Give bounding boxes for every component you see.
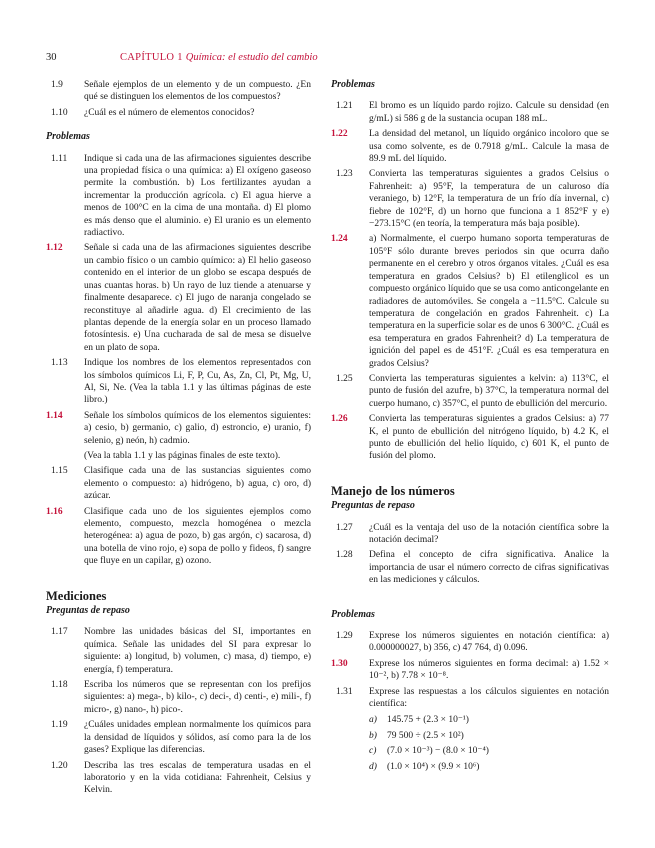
problem-text: Clasifique cada una de las sustancias siguientes como elemento o compuesto: a) hidrógeno, b) agua, c) oro, d) azúcar. bbox=[84, 466, 311, 502]
problem-1-18: 1.18 Escriba los números que se representan con los prefijos siguientes: a) mega-, b) kilo-, c) deci-, d) centi-, e) mili-, f) micro-, g) nano-, h) pico-. bbox=[51, 680, 311, 715]
problem-1-25: 1.25 Convierta las temperaturas siguientes a kelvin: a) 113°C, el punto de fusión del azufre, b) 37°C, la temperatura normal del cuerpo humano, c) 357°C, el punto de ebullición del mercurio. bbox=[336, 373, 609, 409]
page-number: 30 bbox=[46, 52, 57, 63]
problem-1-28: 1.28 Defina el concepto de cifra significativa. Analice la importancia de usar el número correcto de cifras significativas en las mediciones y cálculos. bbox=[336, 550, 609, 586]
problem-text: Señale ejemplos de un elemento y de un compuesto. ¿En qué se distinguen los elementos de los compuestos? bbox=[84, 80, 311, 103]
problem-text: Nombre las unidades básicas del SI, importantes en química. Señale las unidades del SI para expresar lo siguiente: a) longitud, b) volumen, c) masa, d) tiempo, e) energía, f) temperatura. bbox=[84, 627, 311, 675]
chapter-label: CAPÍTULO 1 bbox=[120, 52, 183, 63]
calc-expression: 79 500 ÷ (2.5 × 10²) bbox=[387, 730, 464, 741]
problem-text: ¿Cuáles unidades emplean normalmente los químicos para la densidad de líquidos y sólidos, así como para la de los gases? Explique las diferencias. bbox=[84, 720, 311, 756]
problem-note: (Vea la tabla 1.1 y las páginas finales de este texto). bbox=[84, 450, 281, 461]
problem-1-16: 1.16 Clasifique cada uno de los siguientes ejemplos como elemento, compuesto, mezcla homogénea o mezcla heterogénea: a) agua de pozo, b) gas argón, c) sacarosa, d) una botella de vino rojo, e) sopa de pollo y fideos, f) sangre que fluye en un capilar, g) ozono. bbox=[46, 506, 311, 567]
problem-text: Convierta las temperaturas siguientes a grados Celsius o Fahrenheit: a) 95°F, la temperatura de un caluroso día veraniego, b) 12°F, la temperatura de un frío día invernal, c) fiebre de 102°F, d) un horno que funciona a 1 852°F y e) −273.15°C (en teoría, la temperatura más baja posible). bbox=[369, 169, 609, 230]
calc-d: d) (1.0 × 10⁴) × (9.9 × 10⁶) bbox=[369, 761, 480, 772]
section-heading-manejo: Manejo de los números bbox=[331, 483, 455, 498]
calc-c: c) (7.0 × 10⁻³) − (8.0 × 10⁻⁴) bbox=[369, 746, 489, 757]
problem-text: ¿Cuál es el número de elementos conocidos? bbox=[84, 107, 255, 118]
problem-1-17: 1.17 Nombre las unidades básicas del SI, importantes en química. Señale las unidades del SI para expresar lo siguiente: a) longitud, b) volumen, c) masa, d) tiempo, e) energía, f) temperatura. bbox=[51, 627, 311, 675]
problems-heading-2: Problemas bbox=[331, 608, 375, 620]
problem-text: Señale si cada una de las afirmaciones siguientes describe un cambio físico o un cambio químico: a) El helio gaseoso contenido en el interior de un globo se escapa después de unas cuantas horas. b) Un rayo de luz tiende a atenuarse y finalmente desaparece. c) El jugo de naranja congelado se reconstituye al añadirle agua. d) El crecimiento de las plantas depende de la energía solar en un proceso llamado fotosíntesis. e) Una cucharada de sal de mesa se disuelve en un plato de sopa. bbox=[84, 243, 311, 353]
section-heading-mediciones: Mediciones bbox=[46, 588, 107, 603]
problem-1-12: 1.12 Señale si cada una de las afirmaciones siguientes describe un cambio físico o un cambio químico: a) El helio gaseoso contenido en el interior de un globo se escapa después de unas cuantas horas. b) Un rayo de luz tiende a atenuarse y finalmente desaparece. c) El jugo de naranja congelado se reconstituye al añadirle agua. d) El crecimiento de las plantas depende de la energía solar en un proceso llamado fotosíntesis. e) Una cucharada de sal de mesa se disuelve en un plato de sopa. bbox=[46, 243, 311, 353]
problem-1-24: 1.24 a) Normalmente, el cuerpo humano soporta temperaturas de 105°F sólo durante breves periodos sin que ocurra daño permanente en el cerebro y otros órganos vitales. ¿Cuál es esa temperatura en grados Celsius? b) El etilenglicol es un compuesto orgánico líquido que se usa como anticongelante en radiadores de automóviles. Se congela a −11.5°C. Calcule su temperatura de congelación en grados Fahrenheit. c) La temperatura en la superficie solar es de unos 6 300°C. ¿Cuál es esa temperatura en grados Fahrenheit? d) La temperatura de ignición del papel es de 451°F. ¿Cuál es esa temperatura en grados Celsius? bbox=[331, 234, 609, 369]
calc-b: b) 79 500 ÷ (2.5 × 10²) bbox=[369, 730, 464, 741]
problem-text: Defina el concepto de cifra significativa. Analice la importancia de usar el número correcto de cifras significativas en las mediciones y cálculos. bbox=[369, 550, 609, 586]
problem-text: Convierta las temperaturas siguientes a grados Celsius: a) 77 K, el punto de ebullición del nitrógeno líquido, b) 4.2 K, el punto de ebullición del helio líquido, c) 601 K, el punto de fusión del plomo. bbox=[369, 414, 609, 462]
right-column bbox=[331, 79, 609, 775]
problem-text: Señale los símbolos químicos de los elementos siguientes: a) cesio, b) germanio, c) galio, d) estroncio, e) uranio, f) selenio, g) neón, h) cadmio. bbox=[84, 410, 311, 446]
review-questions-heading: Preguntas de repaso bbox=[331, 500, 415, 512]
problems-heading: Problemas bbox=[46, 131, 90, 143]
problem-1-29: 1.29 Exprese los números siguientes en notación científica: a) 0.000000027, b) 356, c) 47 764, d) 0.096. bbox=[336, 631, 609, 654]
problem-text: Escriba los números que se representan con los prefijos siguientes: a) mega-, b) kilo-, c) deci-, d) centi-, e) mili-, f) micro-, g) nano-, h) pico-. bbox=[84, 680, 311, 715]
problem-text: Describa las tres escalas de temperatura usadas en el laboratorio y en la vida cotidiana: Fahrenheit, Celsius y Kelvin. bbox=[84, 760, 311, 796]
calc-expression: (7.0 × 10⁻³) − (8.0 × 10⁻⁴) bbox=[387, 746, 489, 757]
problem-text: Indique si cada una de las afirmaciones siguientes describe una propiedad física o una química: a) El oxígeno gaseoso permite la combustión. b) Los fertilizantes ayudan a incrementar la producción agrícola. c) El agua hierve a menos de 100°C en la cima de una montaña. d) El plomo es más denso que el aluminio. e) El uranio es un elemento radiactivo. bbox=[84, 153, 311, 239]
problem-1-11: 1.11 Indique si cada una de las afirmaciones siguientes describe una propiedad física o una química: a) El oxígeno gaseoso permite la combustión. b) Los fertilizantes ayudan a incrementar la producción agrícola. c) El agua hierve a menos de 100°C en la cima de una montaña. d) El plomo es más denso que el aluminio. e) El uranio es un elemento radiactivo. bbox=[51, 153, 311, 239]
calc-expression: (1.0 × 10⁴) × (9.9 × 10⁶) bbox=[387, 761, 480, 772]
problem-text: La densidad del metanol, un líquido orgánico incoloro que se usa como solvente, es de 0.7918 g/mL. Calcule la masa de 89.9 mL del líquido. bbox=[369, 129, 609, 165]
problem-1-22: 1.22 La densidad del metanol, un líquido orgánico incoloro que se usa como solvente, es de 0.7918 g/mL. Calcule la masa de 89.9 mL del líquido. bbox=[331, 129, 609, 165]
problem-text: Convierta las temperaturas siguientes a kelvin: a) 113°C, el punto de fusión del azufre, b) 37°C, la temperatura normal del cuerpo humano, c) 357°C, el punto de ebullición del mercurio. bbox=[369, 373, 609, 409]
left-column bbox=[46, 79, 311, 800]
problem-text: Exprese las respuestas a los cálculos siguientes en notación científica: bbox=[369, 686, 609, 710]
problem-1-19: 1.19 ¿Cuáles unidades emplean normalmente los químicos para la densidad de líquidos y sólidos, así como para la de los gases? Explique las diferencias. bbox=[51, 720, 311, 756]
problems-heading: Problemas bbox=[331, 79, 375, 90]
problem-text: Exprese los números siguientes en notación científica: a) 0.000000027, b) 356, c) 47 764, d) 0.096. bbox=[369, 631, 609, 654]
calc-expression: 145.75 + (2.3 × 10⁻¹) bbox=[387, 715, 469, 726]
problem-1-20: 1.20 Describa las tres escalas de temperatura usadas en el laboratorio y en la vida cotidiana: Fahrenheit, Celsius y Kelvin. bbox=[51, 760, 311, 796]
problem-text: a) Normalmente, el cuerpo humano soporta temperaturas de 105°F sólo durante breves periodos sin que ocurra daño permanente en el cerebro y otros órganos vitales. ¿Cuál es esa temperatura en grados Celsius? b) El etilenglicol es un compuesto orgánico líquido que se usa como anticongelante en radiadores de automóviles. Se congela a −11.5°C. Calcule su temperatura de congelación en grados Fahrenheit. c) La temperatura en la superficie solar es de unos 6 300°C. ¿Cuál es esa temperatura en grados Fahrenheit? d) La temperatura de ignición del papel es de 451°F. ¿Cuál es esa temperatura en grados Celsius? bbox=[369, 234, 609, 369]
problem-1-21: 1.21 El bromo es un líquido pardo rojizo. Calcule su densidad (en g/mL) si 586 g de la sustancia ocupan 188 mL. bbox=[336, 101, 609, 124]
problem-1-23: 1.23 Convierta las temperaturas siguientes a grados Celsius o Fahrenheit: a) 95°F, la temperatura de un caluroso día veraniego, b) 12°F, la temperatura de un frío día invernal, c) fiebre de 102°F, d) un horno que funciona a 1 852°F y e) −273.15°C (en teoría, la temperatura más baja posible). bbox=[336, 169, 609, 230]
problem-1-13: 1.13 Indique los nombres de los elementos representados con los símbolos químicos Li, F, P, Cu, As, Zn, Cl, Pt, Mg, U, Al, Si, Ne. (Vea la tabla 1.1 y las últimas páginas de este libro.) bbox=[51, 358, 311, 406]
problem-text: Clasifique cada uno de los siguientes ejemplos como elemento, compuesto, mezcla homogénea o mezcla heterogénea: a) agua de pozo, b) gas argón, c) sacarosa, d) una botella de vino rojo, e) sopa de pollo y fideos, f) sangre que fluye en un capilar, g) ozono. bbox=[84, 506, 311, 567]
problem-text: El bromo es un líquido pardo rojizo. Calcule su densidad (en g/mL) si 586 g de la sustancia ocupan 188 mL. bbox=[369, 101, 609, 124]
problem-text: ¿Cuál es la ventaja del uso de la notación científica sobre la notación decimal? bbox=[369, 522, 609, 545]
problem-1-9: 1.9 Señale ejemplos de un elemento y de un compuesto. ¿En qué se distinguen los elementos de los compuestos? bbox=[51, 80, 311, 103]
chapter-title: Química: el estudio del cambio bbox=[185, 52, 318, 63]
problem-1-26: 1.26 Convierta las temperaturas siguientes a grados Celsius: a) 77 K, el punto de ebullición del nitrógeno líquido, b) 4.2 K, el punto de ebullición del helio líquido, c) 601 K, el punto de fusión del plomo. bbox=[331, 414, 609, 462]
review-questions-heading: Preguntas de repaso bbox=[46, 605, 130, 617]
problem-text: Indique los nombres de los elementos representados con los símbolos químicos Li, F, P, Cu, As, Zn, Cl, Pt, Mg, U, Al, Si, Ne. (Vea la tabla 1.1 y las últimas páginas de este libro.) bbox=[84, 358, 311, 406]
calc-a: a) 145.75 + (2.3 × 10⁻¹) bbox=[369, 715, 469, 726]
problem-1-15: 1.15 Clasifique cada una de las sustancias siguientes como elemento o compuesto: a) hidrógeno, b) agua, c) oro, d) azúcar. bbox=[51, 466, 311, 502]
problem-1-10: 1.10 ¿Cuál es el número de elementos conocidos? bbox=[46, 107, 311, 119]
running-head bbox=[46, 52, 609, 63]
problem-1-14: 1.14 Señale los símbolos químicos de los elementos siguientes: a) cesio, b) germanio, c) galio, d) estroncio, e) uranio, f) selenio, g) neón, h) cadmio. (Vea la tabla 1.1 y las páginas finales de este texto). bbox=[46, 410, 311, 461]
problem-1-30: 1.30 Exprese los números siguientes en forma decimal: a) 1.52 × 10⁻², b) 7.78 × 10⁻⁸. bbox=[331, 658, 609, 682]
problem-1-31: 1.31 Exprese las respuestas a los cálculos siguientes en notación científica: bbox=[336, 686, 609, 710]
problem-1-27: 1.27 ¿Cuál es la ventaja del uso de la notación científica sobre la notación decimal? bbox=[336, 522, 609, 545]
problem-text: Exprese los números siguientes en forma decimal: a) 1.52 × 10⁻², b) 7.78 × 10⁻⁸. bbox=[369, 658, 609, 682]
